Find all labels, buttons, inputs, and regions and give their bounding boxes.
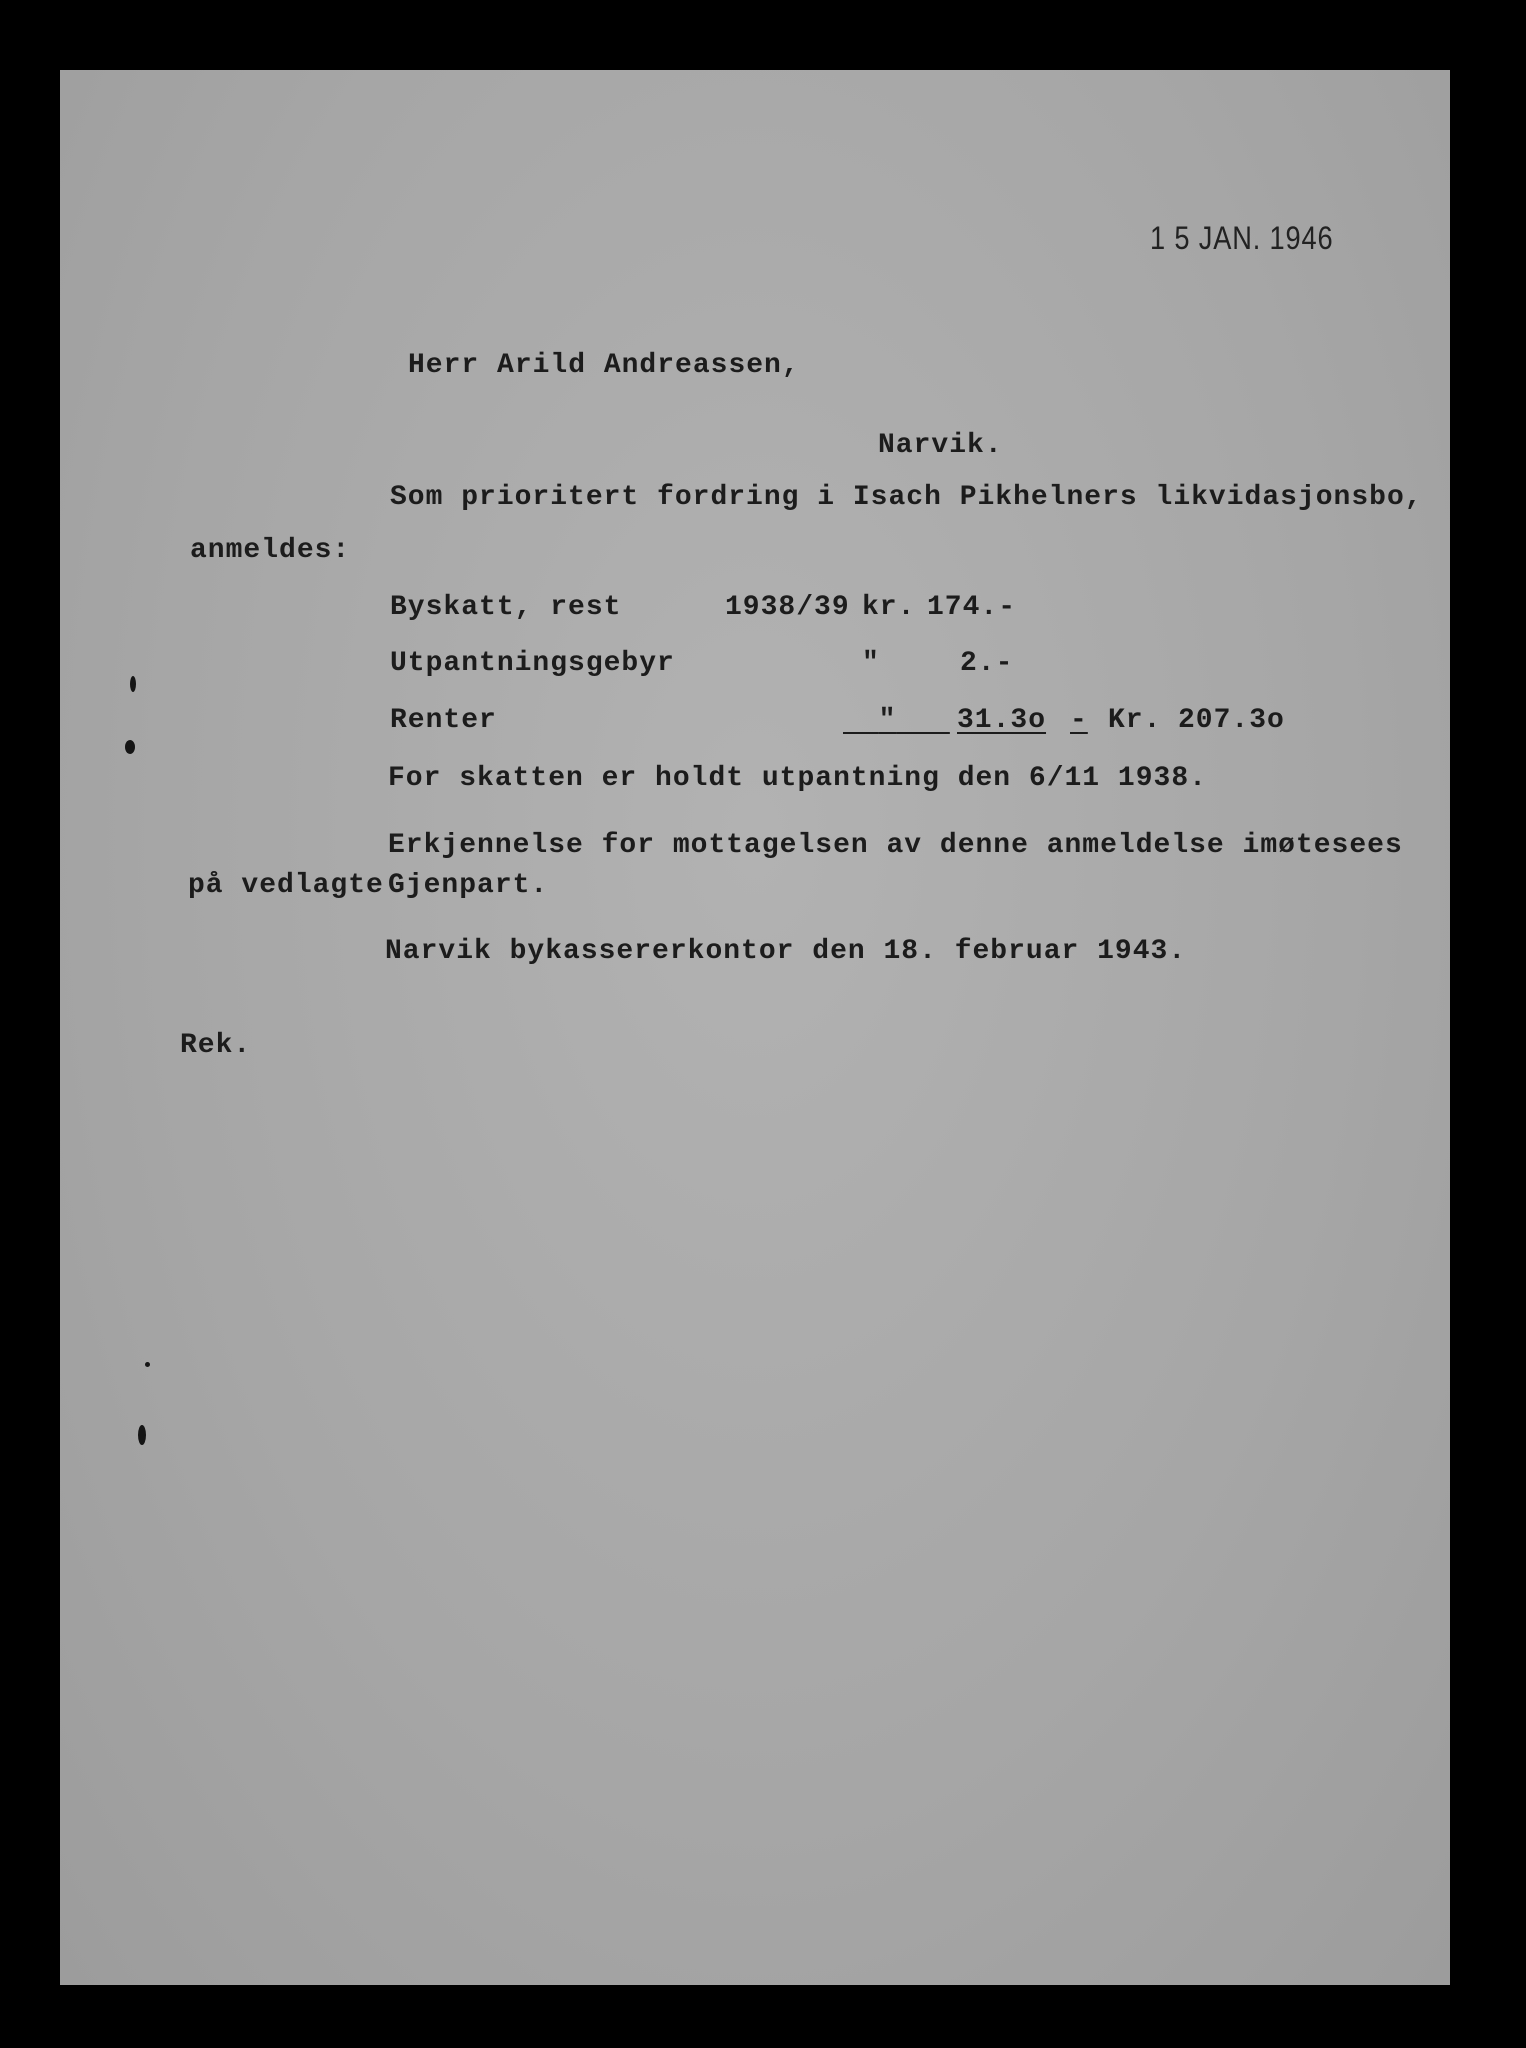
total-prefix: Kr. — [1108, 705, 1162, 736]
item-label: Renter — [390, 705, 497, 736]
total-amount: 207.3o — [1178, 705, 1285, 736]
punch-mark — [125, 740, 135, 754]
punch-mark — [130, 676, 136, 692]
ditto-mark: " — [878, 705, 897, 736]
registered-mark: Rek. — [180, 1030, 252, 1061]
distraint-line: For skatten er holdt utpantning den 6/11 1938. — [388, 763, 1207, 794]
recipient-line: Herr Arild Andreassen, — [408, 350, 800, 381]
item-amount: 31.3o — [957, 705, 1047, 736]
item-ditto: " — [862, 648, 880, 679]
receipt-line-2: Gjenpart. — [388, 870, 549, 901]
punch-mark — [145, 1362, 150, 1367]
item-dash: - — [1070, 705, 1088, 736]
date-stamp: 1 5 JAN. 1946 — [1150, 220, 1334, 256]
receipt-line: Erkjennelse for mottagelsen av denne anmeldelse imøtesees — [388, 830, 1403, 861]
office-date-line: Narvik bykassererkontor den 18. februar 1943. — [385, 936, 1187, 967]
intro-line: Som prioritert fordring i Isach Pikhelners likvidasjonsbo, — [390, 482, 1423, 513]
item-currency: kr. — [862, 592, 916, 623]
item-period: 1938/39 — [725, 592, 850, 623]
item-amount: 2.- — [960, 648, 1014, 679]
declared-label: anmeldes: — [190, 535, 351, 566]
punch-mark — [138, 1425, 146, 1445]
item-label: Utpantningsgebyr — [390, 648, 675, 679]
item-ditto — [843, 705, 950, 736]
item-amount: 174.- — [927, 592, 1017, 623]
item-label: Byskatt, rest — [390, 592, 622, 623]
recipient-place: Narvik. — [878, 430, 1003, 461]
receipt-prefix: på vedlagte — [188, 870, 384, 901]
